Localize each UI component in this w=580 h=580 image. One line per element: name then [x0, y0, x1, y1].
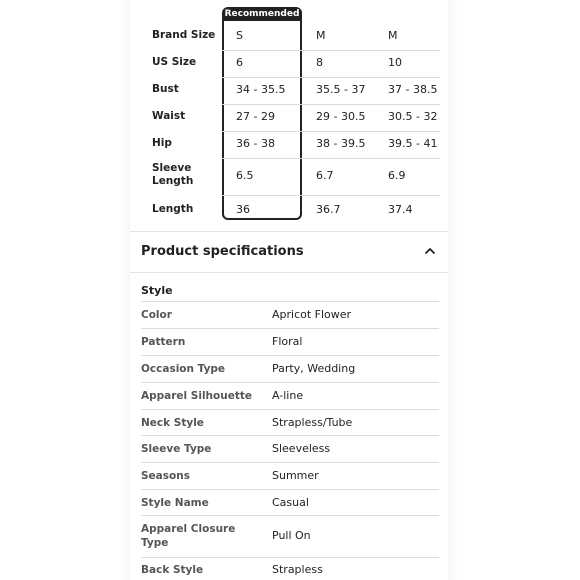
chevron-up-icon[interactable]: [423, 244, 437, 258]
spec-value: Summer: [272, 469, 319, 482]
spec-key: Apparel Closure Type: [141, 523, 236, 549]
size-row-length: [130, 202, 448, 228]
size-row-hip: [130, 136, 448, 162]
row-divider: [222, 77, 440, 78]
spec-row-back-style: [141, 557, 439, 580]
row-divider: [222, 131, 440, 132]
size-row-label: Brand Size: [152, 29, 216, 41]
spec-row-sleeve-type: [141, 435, 439, 462]
spec-value: Apricot Flower: [272, 308, 352, 321]
spec-value: Floral: [272, 335, 303, 348]
row-divider: [222, 50, 440, 51]
size-cell-s: 36 - 38: [236, 137, 275, 150]
size-row-us-size: [130, 55, 448, 81]
row-divider: [141, 355, 439, 356]
spec-group-title: Style: [141, 284, 173, 297]
row-divider: [141, 515, 439, 516]
row-divider: [141, 328, 439, 329]
recommended-badge: Recommended: [222, 7, 302, 21]
size-row-label: Waist: [152, 110, 186, 122]
size-cell-s: 36: [236, 203, 250, 216]
row-divider: [141, 462, 439, 463]
section-divider: [130, 272, 448, 273]
section-title: Product specifications: [141, 244, 304, 259]
spec-key: Neck Style: [141, 417, 204, 429]
spec-value: A-line: [272, 389, 304, 402]
spec-value: Pull On: [272, 529, 311, 542]
product-detail-panel: [130, 0, 448, 580]
spec-key: Apparel Silhouette: [141, 390, 253, 402]
size-cell-l: 37.4: [388, 203, 413, 216]
size-row-waist: [130, 109, 448, 135]
size-cell-s: S: [236, 29, 243, 42]
row-divider: [141, 489, 439, 490]
spec-value: Sleeveless: [272, 442, 331, 455]
row-divider: [222, 104, 440, 105]
row-divider: [141, 435, 439, 436]
left-margin: [0, 0, 130, 580]
size-cell-s: 6: [236, 56, 243, 69]
spec-key: Back Style: [141, 564, 204, 576]
size-cell-l: 37 - 38.5: [388, 83, 438, 96]
size-cell-m: M: [316, 29, 326, 42]
spec-row-pattern: [141, 328, 439, 355]
spec-row-apparel-closure-type: [141, 515, 439, 557]
spec-key: Occasion Type: [141, 363, 226, 375]
spec-row-seasons: [141, 462, 439, 489]
spec-value: Strapless: [272, 563, 323, 576]
spec-row-occasion-type: [141, 355, 439, 382]
spec-value: Casual: [272, 496, 309, 509]
size-cell-l: 30.5 - 32: [388, 110, 438, 123]
row-divider: [141, 301, 439, 302]
spec-row-style-name: [141, 489, 439, 516]
spec-key: Style Name: [141, 497, 209, 509]
size-row-label: Sleeve Length: [152, 162, 194, 187]
spec-key: Color: [141, 309, 172, 321]
right-margin: [448, 0, 580, 580]
product-specifications-header[interactable]: [141, 240, 441, 264]
size-cell-s: 27 - 29: [236, 110, 275, 123]
row-divider: [222, 158, 440, 159]
size-cell-m: 35.5 - 37: [316, 83, 366, 96]
size-cell-l: 6.9: [388, 169, 406, 182]
size-cell-l: M: [388, 29, 398, 42]
size-row-label: Hip: [152, 137, 172, 149]
size-cell-l: 10: [388, 56, 402, 69]
size-cell-l: 39.5 - 41: [388, 137, 438, 150]
size-row-sleeve-length: [130, 161, 448, 201]
size-cell-s: 34 - 35.5: [236, 83, 286, 96]
size-cell-m: 36.7: [316, 203, 341, 216]
size-row-label: Bust: [152, 83, 179, 95]
size-cell-s: 6.5: [236, 169, 254, 182]
size-row-brand-size: [130, 28, 448, 54]
spec-value: Party, Wedding: [272, 362, 356, 375]
spec-row-color: [141, 301, 439, 328]
size-row-label: US Size: [152, 56, 197, 68]
spec-row-neck-style: [141, 409, 439, 436]
size-cell-m: 6.7: [316, 169, 334, 182]
row-divider: [141, 382, 439, 383]
row-divider: [141, 557, 439, 558]
spec-value: Strapless/Tube: [272, 416, 353, 429]
spec-key: Pattern: [141, 336, 186, 348]
size-row-bust: [130, 82, 448, 108]
spec-key: Seasons: [141, 470, 190, 482]
size-cell-m: 8: [316, 56, 323, 69]
row-divider: [222, 195, 440, 196]
section-divider: [130, 231, 448, 232]
size-cell-m: 29 - 30.5: [316, 110, 366, 123]
spec-key: Sleeve Type: [141, 443, 212, 455]
row-divider: [141, 409, 439, 410]
size-cell-m: 38 - 39.5: [316, 137, 366, 150]
size-row-label: Length: [152, 203, 194, 215]
spec-row-apparel-silhouette: [141, 382, 439, 409]
